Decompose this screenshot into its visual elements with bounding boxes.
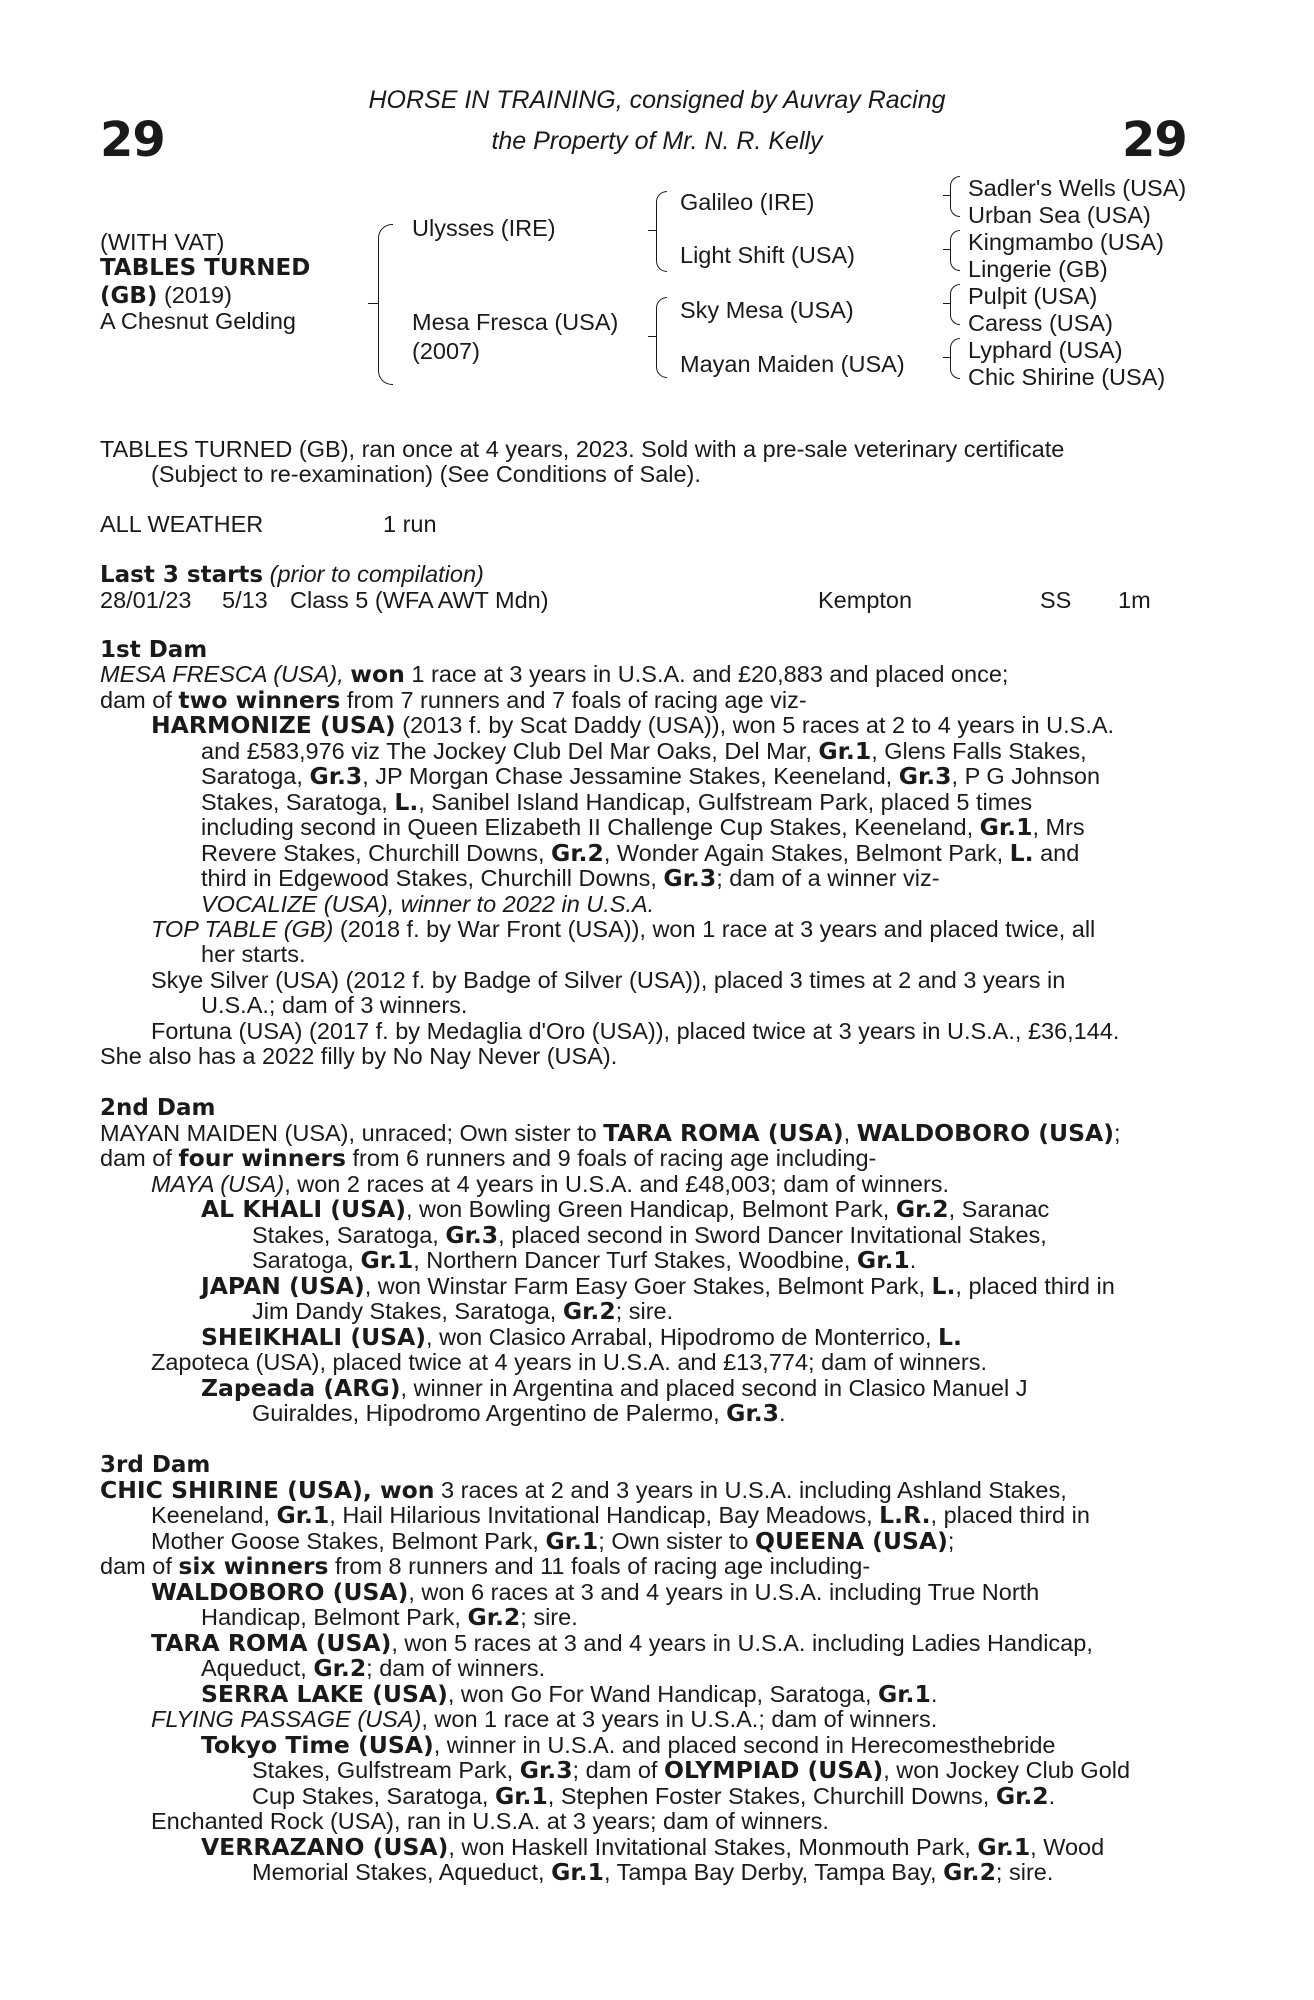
second-dam-heading: 2nd Dam xyxy=(100,1095,216,1121)
summary-line-2: (Subject to re-examination) (See Conditions of Sale). xyxy=(151,461,701,487)
horse-year: (2019) xyxy=(157,282,232,308)
pedigree-g1: Sadler's Wells (USA) xyxy=(968,175,1187,201)
horse-name: TABLES TURNED xyxy=(100,255,311,281)
last-starts-note: (prior to compilation) xyxy=(263,561,484,587)
third-dam-heading: 3rd Dam xyxy=(100,1452,211,1478)
lot-number-right: 29 xyxy=(1122,112,1187,168)
flying-passage-line: FLYING PASSAGE (USA), won 1 race at 3 years in U.S.A.; dam of winners. xyxy=(151,1706,938,1732)
second-dam-line-1: MAYAN MAIDEN (USA), unraced; Own sister to TARA ROMA (USA), WALDOBORO (USA); xyxy=(100,1119,1121,1147)
first-dam-line-2: dam of two winners from 7 runners and 7 foals of racing age viz- xyxy=(100,686,807,714)
lot-number-left: 29 xyxy=(100,112,165,168)
third-dam-line-3: Mother Goose Stakes, Belmont Park, Gr.1; Own sister to QUEENA (USA); xyxy=(151,1527,955,1555)
horse-origin-year xyxy=(100,282,232,309)
pedigree-g7: Lyphard (USA) xyxy=(968,337,1123,363)
pedigree-sire: Ulysses (IRE) xyxy=(412,215,556,241)
serra-lake-line: SERRA LAKE (USA), won Go For Wand Handicap, Saratoga, Gr.1. xyxy=(201,1680,938,1708)
top-table-line-1: TOP TABLE (GB) (2018 f. by War Front (USA)), won 1 race at 3 years and placed twice, all xyxy=(151,916,1096,942)
surface-runs: 1 run xyxy=(383,511,437,537)
enchanted-rock-line: Enchanted Rock (USA), ran in U.S.A. at 3 years; dam of winners. xyxy=(151,1808,829,1834)
pedigree-dam-sire: Sky Mesa (USA) xyxy=(680,297,854,323)
al-khali-line-2: Stakes, Saratoga, Gr.3, placed second in Sword Dancer Invitational Stakes, xyxy=(252,1221,1047,1249)
pedigree-g2: Urban Sea (USA) xyxy=(968,202,1151,228)
al-khali-line-3: Saratoga, Gr.1, Northern Dancer Turf Stakes, Woodbine, Gr.1. xyxy=(252,1246,917,1274)
pedigree-dam: Mesa Fresca (USA) xyxy=(412,309,619,335)
second-dam-line-2: dam of four winners from 6 runners and 9 foals of racing age including- xyxy=(100,1144,877,1172)
pedigree-g6: Caress (USA) xyxy=(968,310,1113,336)
tokyo-time-line-3: Cup Stakes, Saratoga, Gr.1, Stephen Foster Stakes, Churchill Downs, Gr.2. xyxy=(252,1782,1056,1810)
waldoboro-line-2: Handicap, Belmont Park, Gr.2; sire. xyxy=(201,1603,578,1631)
horse-origin: (GB) xyxy=(100,283,158,309)
tokyo-time-line-2: Stakes, Gulfstream Park, Gr.3; dam of OLYMPIAD (USA), won Jockey Club Gold xyxy=(252,1756,1131,1784)
vat-note: (WITH VAT) xyxy=(100,229,225,255)
third-dam-line-2: Keeneland, Gr.1, Hail Hilarious Invitational Handicap, Bay Meadows, L.R., placed third in xyxy=(151,1501,1090,1529)
filly-note: She also has a 2022 filly by No Nay Never (USA). xyxy=(100,1043,618,1069)
zapeada-line-2: Guiraldes, Hipodromo Argentino de Palermo, Gr.3. xyxy=(252,1399,786,1427)
zapeada-line-1: Zapeada (ARG), winner in Argentina and placed second in Clasico Manuel J xyxy=(201,1374,1028,1402)
fortuna-line: Fortuna (USA) (2017 f. by Medaglia d'Oro (USA)), placed twice at 3 years in U.S.A., £36,144. xyxy=(151,1018,1120,1044)
sheikhali-line: SHEIKHALI (USA), won Clasico Arrabal, Hipodromo de Monterrico, L. xyxy=(201,1323,962,1351)
pedigree-dam-dam: Mayan Maiden (USA) xyxy=(680,351,905,377)
race-course: Kempton xyxy=(818,587,913,613)
consignor-line: HORSE IN TRAINING, consigned by Auvray Racing xyxy=(368,86,946,114)
pedigree-g5: Pulpit (USA) xyxy=(968,283,1098,309)
pedigree-g3: Kingmambo (USA) xyxy=(968,229,1164,255)
horse-description: A Chesnut Gelding xyxy=(100,308,296,334)
pedigree-sire-sire: Galileo (IRE) xyxy=(680,189,815,215)
tara-roma-line-1: TARA ROMA (USA), won 5 races at 3 and 4 years in U.S.A. including Ladies Handicap, xyxy=(151,1629,1093,1657)
waldoboro-line-1: WALDOBORO (USA), won 6 races at 3 and 4 years in U.S.A. including True North xyxy=(151,1578,1040,1606)
last-starts-title: Last 3 starts xyxy=(100,562,264,588)
japan-line-2: Jim Dandy Stakes, Saratoga, Gr.2; sire. xyxy=(252,1297,674,1325)
maya-line: MAYA (USA), won 2 races at 4 years in U.S.A. and £48,003; dam of winners. xyxy=(151,1171,950,1197)
third-dam-line-4: dam of six winners from 8 runners and 11 foals of racing age including- xyxy=(100,1552,871,1580)
pedigree-dam-year: (2007) xyxy=(412,338,480,364)
japan-line-1: JAPAN (USA), won Winstar Farm Easy Goer Stakes, Belmont Park, L., placed third in xyxy=(201,1272,1115,1300)
first-dam-line-1: MESA FRESCA (USA), won 1 race at 3 years in U.S.A. and £20,883 and placed once; xyxy=(100,660,1009,688)
first-dam-heading: 1st Dam xyxy=(100,637,208,663)
zapoteca-line: Zapoteca (USA), placed twice at 4 years in U.S.A. and £13,774; dam of winners. xyxy=(151,1349,987,1375)
tokyo-time-line-1: Tokyo Time (USA), winner in U.S.A. and placed second in Herecomesthebride xyxy=(201,1731,1056,1759)
surface-label: ALL WEATHER xyxy=(100,511,264,537)
pedigree-sire-dam: Light Shift (USA) xyxy=(680,242,856,268)
pedigree-g4: Lingerie (GB) xyxy=(968,256,1108,282)
tara-roma-line-2: Aqueduct, Gr.2; dam of winners. xyxy=(201,1654,546,1682)
skye-silver-line-2: U.S.A.; dam of 3 winners. xyxy=(201,992,468,1018)
third-dam-line-1: CHIC SHIRINE (USA), won 3 races at 2 and 3 years in U.S.A. including Ashland Stakes, xyxy=(100,1476,1067,1504)
last-starts-heading xyxy=(100,561,484,588)
verrazano-line-2: Memorial Stakes, Aqueduct, Gr.1, Tampa Bay Derby, Tampa Bay, Gr.2; sire. xyxy=(252,1858,1054,1886)
race-class: Class 5 (WFA AWT Mdn) xyxy=(290,587,549,613)
top-table-line-2: her starts. xyxy=(201,941,306,967)
verrazano-line-1: VERRAZANO (USA), won Haskell Invitational Stakes, Monmouth Park, Gr.1, Wood xyxy=(201,1833,1105,1861)
race-date: 28/01/23 xyxy=(100,587,192,613)
summary-line-1: TABLES TURNED (GB), ran once at 4 years, 2023. Sold with a pre-sale veterinary certificate xyxy=(100,436,1065,462)
skye-silver-line-1: Skye Silver (USA) (2012 f. by Badge of Silver (USA)), placed 3 times at 2 and 3 years in xyxy=(151,967,1066,993)
race-position: 5/13 xyxy=(222,587,268,613)
race-distance: 1m xyxy=(1118,587,1151,613)
race-going: SS xyxy=(1040,587,1072,613)
property-line: the Property of Mr. N. R. Kelly xyxy=(491,127,823,155)
al-khali-line-1: AL KHALI (USA), won Bowling Green Handicap, Belmont Park, Gr.2, Saranac xyxy=(201,1195,1050,1223)
pedigree-g8: Chic Shirine (USA) xyxy=(968,364,1166,390)
harmonize-entry: HARMONIZE (USA) (2013 f. by Scat Daddy (USA)), won 5 races at 2 to 4 years in U.S.A. and £583,976 viz The Jockey Club Del Mar Oaks, Del Mar, Gr.1, Glens Falls Stakes, Saratoga, Gr.3, JP Morgan Chase Jessamine Stakes, Keeneland, Gr.3, P G Johnson Stakes, Saratoga, L., Sanibel Island Handicap, Gulfstream Park, placed 5 times including second in Queen Elizabeth II Challenge Cup Stakes, Keeneland, Gr.1, Mrs Revere Stakes, Churchill Downs, Gr.2, Wonder Again Stakes, Belmont Park, L. and third in Edgewood Stakes, Churchill Downs, Gr.3; dam of a winner viz- VOCALIZE (USA), winner to 2022 in U.S.A. xyxy=(151,711,1115,917)
